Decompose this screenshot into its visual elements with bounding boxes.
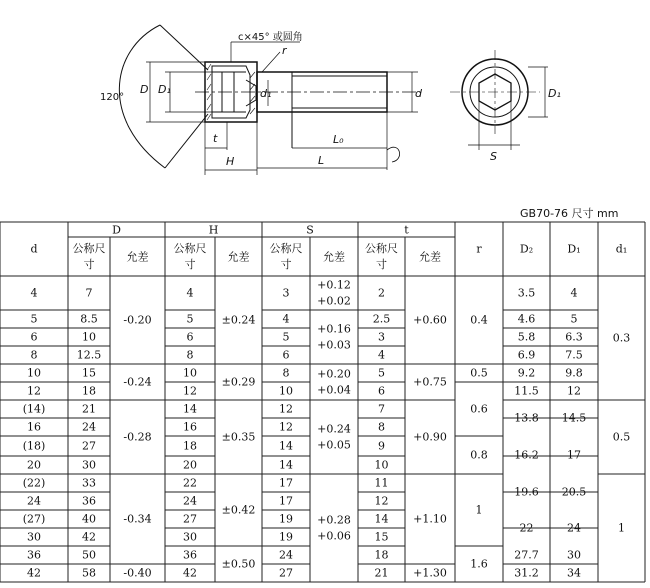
- cell-d: 30: [27, 530, 41, 544]
- cell-t-nominal: 21: [374, 566, 389, 580]
- tolerance-D: -0.40: [123, 566, 152, 580]
- cell-d: (14): [22, 402, 46, 416]
- cell-H-nominal: 24: [183, 494, 197, 508]
- cell-S-nominal: 10: [279, 384, 293, 398]
- header-D: D: [112, 223, 121, 236]
- cell-D-nominal: 8.5: [80, 312, 98, 326]
- cell-S-nominal: 5: [282, 330, 290, 344]
- tolerance-H: ±0.35: [221, 430, 256, 444]
- tolerance-S: +0.20: [317, 367, 351, 381]
- tolerance-H: ±0.42: [221, 503, 256, 517]
- header-r: r: [476, 242, 482, 256]
- cell-D2: 13.8: [514, 411, 539, 425]
- cell-D2: 4.6: [517, 312, 536, 326]
- cell-H-nominal: 22: [183, 476, 197, 490]
- cell-D-nominal: 58: [82, 566, 96, 580]
- cell-t-nominal: 11: [374, 476, 389, 490]
- dim-D1-label: D₁: [158, 83, 171, 96]
- angle-label: 120°: [100, 92, 125, 103]
- tolerance-S: +0.24: [317, 422, 351, 436]
- cell-D2: 3.5: [517, 286, 536, 300]
- cell-S-nominal: 14: [279, 458, 293, 472]
- header-D1: D₁: [567, 242, 581, 256]
- cell-D2: 19.6: [514, 485, 539, 499]
- cell-t-nominal: 8: [378, 420, 385, 434]
- cell-D-nominal: 18: [82, 384, 96, 398]
- header-nominal: 公称尺寸: [72, 241, 106, 271]
- cell-S-nominal: 19: [279, 512, 293, 526]
- cell-H-nominal: 8: [186, 348, 194, 362]
- cell-D2: 22: [519, 521, 534, 535]
- cell-d: 36: [27, 548, 41, 562]
- cell-D1: 7.5: [565, 348, 583, 362]
- cell-d: (22): [22, 476, 46, 490]
- cell-H-nominal: 30: [183, 530, 197, 544]
- tolerance-S: +0.06: [317, 529, 351, 543]
- cell-d: (18): [22, 439, 46, 453]
- cell-H-nominal: 6: [186, 330, 194, 344]
- cell-D2: 11.5: [514, 384, 539, 398]
- cell-S-nominal: 12: [279, 420, 293, 434]
- header-d: d: [30, 242, 38, 256]
- dim-L-label: L: [318, 154, 325, 167]
- dim-d1-label: d₁: [260, 87, 272, 100]
- cell-D2: 6.9: [517, 348, 536, 362]
- tolerance-D: -0.20: [123, 313, 152, 327]
- cell-D-nominal: 30: [82, 458, 96, 472]
- tolerance-t: +0.75: [413, 375, 447, 389]
- cell-S-nominal: 6: [282, 348, 290, 362]
- header-t: t: [404, 223, 409, 236]
- cell-H-nominal: 36: [183, 548, 197, 562]
- tolerance-D: -0.34: [123, 512, 152, 526]
- cell-r: 0.5: [470, 366, 488, 380]
- cell-H-nominal: 16: [183, 420, 197, 434]
- chamfer-note: c×45° 或圆角: [238, 32, 303, 43]
- tolerance-H: ±0.29: [221, 375, 256, 389]
- cell-D-nominal: 50: [82, 548, 96, 562]
- tolerance-S: +0.16: [317, 322, 351, 336]
- cell-D1: 12: [567, 384, 581, 398]
- cell-S-nominal: 19: [279, 530, 293, 544]
- cell-d: 42: [27, 566, 41, 580]
- header-tolerance: 允差: [227, 250, 250, 263]
- tolerance-S: +0.03: [317, 338, 351, 352]
- cell-H-nominal: 42: [183, 566, 197, 580]
- cell-r: 0.8: [470, 448, 488, 462]
- tolerance-t: +1.30: [413, 566, 447, 580]
- header-S: S: [306, 223, 314, 236]
- tolerance-S: +0.12: [317, 278, 351, 292]
- table-caption: GB70-76 尺寸 mm: [520, 207, 619, 220]
- cell-H-nominal: 14: [183, 402, 197, 416]
- cell-t-nominal: 12: [374, 494, 389, 508]
- cell-D1: 17: [567, 448, 581, 462]
- tolerance-t: +0.60: [413, 313, 447, 327]
- cell-t-nominal: 14: [374, 512, 389, 526]
- cell-r: 1.6: [470, 557, 488, 571]
- cell-H-nominal: 5: [186, 312, 194, 326]
- header-tolerance: 允差: [419, 250, 441, 263]
- header-nominal: 公称尺寸: [365, 241, 398, 271]
- cell-S-nominal: 17: [279, 476, 293, 490]
- cell-d1: 0.3: [612, 331, 631, 345]
- cell-D-nominal: 10: [82, 330, 96, 344]
- cell-D-nominal: 21: [82, 402, 96, 416]
- dim-r-label: r: [282, 44, 287, 57]
- cell-D-nominal: 15: [82, 366, 96, 380]
- cell-t-nominal: 10: [374, 458, 389, 472]
- cell-H-nominal: 27: [183, 512, 197, 526]
- cell-D1: 34: [567, 566, 581, 580]
- cell-D1: 5: [570, 312, 578, 326]
- cell-r: 1: [475, 503, 483, 517]
- cell-t-nominal: 6: [378, 384, 385, 398]
- cell-D-nominal: 42: [82, 530, 96, 544]
- header-H: H: [208, 223, 219, 236]
- header-nominal: 公称尺寸: [269, 241, 303, 271]
- cell-D-nominal: 24: [82, 420, 96, 434]
- cell-D1: 9.8: [565, 366, 583, 380]
- cell-r: 0.6: [470, 402, 488, 416]
- cell-D2: 27.7: [514, 548, 539, 562]
- cell-d: 8: [30, 348, 38, 362]
- cell-H-nominal: 12: [183, 384, 197, 398]
- cell-r: 0.4: [470, 313, 488, 327]
- cell-t-nominal: 9: [378, 439, 385, 453]
- cell-S-nominal: 3: [282, 286, 290, 300]
- dim-S-label: S: [490, 150, 497, 163]
- cell-d: 20: [27, 458, 41, 472]
- cell-d: 5: [30, 312, 38, 326]
- dim-t-label: t: [213, 132, 218, 145]
- cell-D-nominal: 40: [82, 512, 96, 526]
- cell-d: (27): [22, 512, 46, 526]
- cell-S-nominal: 24: [279, 548, 293, 562]
- cell-t-nominal: 2.5: [372, 312, 391, 326]
- cell-D1: 30: [567, 548, 581, 562]
- dim-d-label: d: [415, 87, 422, 100]
- tolerance-t: +0.90: [413, 430, 447, 444]
- cell-d: 6: [30, 330, 38, 344]
- cell-d1: 0.5: [612, 430, 631, 444]
- cell-t-nominal: 5: [378, 366, 385, 380]
- cell-d: 4: [30, 286, 38, 300]
- dim-D-label: D: [140, 83, 149, 96]
- header-tolerance: 允差: [323, 250, 345, 263]
- cell-D-nominal: 33: [82, 476, 96, 490]
- cell-t-nominal: 15: [374, 530, 389, 544]
- cell-D1: 4: [570, 286, 578, 300]
- cell-H-nominal: 20: [183, 458, 197, 472]
- cell-H-nominal: 18: [183, 439, 197, 453]
- cell-S-nominal: 17: [279, 494, 293, 508]
- cell-S-nominal: 27: [279, 566, 293, 580]
- header-D2: D₂: [519, 242, 534, 256]
- cell-d1: 1: [618, 521, 625, 535]
- dim-H-label: H: [226, 155, 235, 168]
- cell-d: 10: [27, 366, 41, 380]
- cell-D2: 31.2: [514, 566, 539, 580]
- cell-d: 16: [27, 420, 41, 434]
- tolerance-S: +0.05: [317, 438, 351, 452]
- cell-D2: 16.2: [514, 448, 539, 462]
- cell-H-nominal: 4: [186, 286, 194, 300]
- cell-t-nominal: 4: [378, 348, 385, 362]
- cell-t-nominal: 3: [378, 330, 385, 344]
- tolerance-H: ±0.50: [221, 557, 256, 571]
- tolerance-S: +0.02: [317, 294, 351, 308]
- tolerance-D: -0.28: [123, 430, 152, 444]
- dim-D1-end-label: D₁: [548, 87, 561, 100]
- tolerance-H: ±0.24: [221, 313, 256, 327]
- cell-D2: 5.8: [517, 330, 536, 344]
- cell-S-nominal: 14: [279, 439, 293, 453]
- tolerance-t: +1.10: [413, 512, 447, 526]
- cell-D-nominal: 36: [82, 494, 96, 508]
- header-d1: d₁: [615, 242, 628, 256]
- cell-D1: 24: [567, 521, 581, 535]
- cell-D-nominal: 27: [82, 439, 96, 453]
- tolerance-D: -0.24: [123, 375, 152, 389]
- cell-t-nominal: 7: [378, 402, 385, 416]
- header-nominal: 公称尺寸: [173, 241, 207, 271]
- cell-S-nominal: 8: [282, 366, 290, 380]
- cell-D-nominal: 7: [85, 286, 93, 300]
- cell-D1: 14.5: [561, 411, 587, 425]
- cell-D1: 20.5: [561, 485, 587, 499]
- cell-D2: 9.2: [517, 366, 536, 380]
- cell-D1: 6.3: [565, 330, 583, 344]
- cell-S-nominal: 12: [279, 402, 293, 416]
- cell-D-nominal: 12.5: [76, 348, 102, 362]
- tolerance-S: +0.28: [317, 513, 351, 527]
- cell-H-nominal: 10: [183, 366, 197, 380]
- tolerance-S: +0.04: [317, 383, 351, 397]
- cell-t-nominal: 18: [374, 548, 389, 562]
- cell-t-nominal: 2: [378, 286, 385, 300]
- dim-L0-label: L₀: [333, 133, 344, 146]
- cell-S-nominal: 4: [282, 312, 290, 326]
- header-tolerance: 允差: [126, 250, 149, 263]
- cell-d: 24: [27, 494, 41, 508]
- cell-d: 12: [27, 384, 41, 398]
